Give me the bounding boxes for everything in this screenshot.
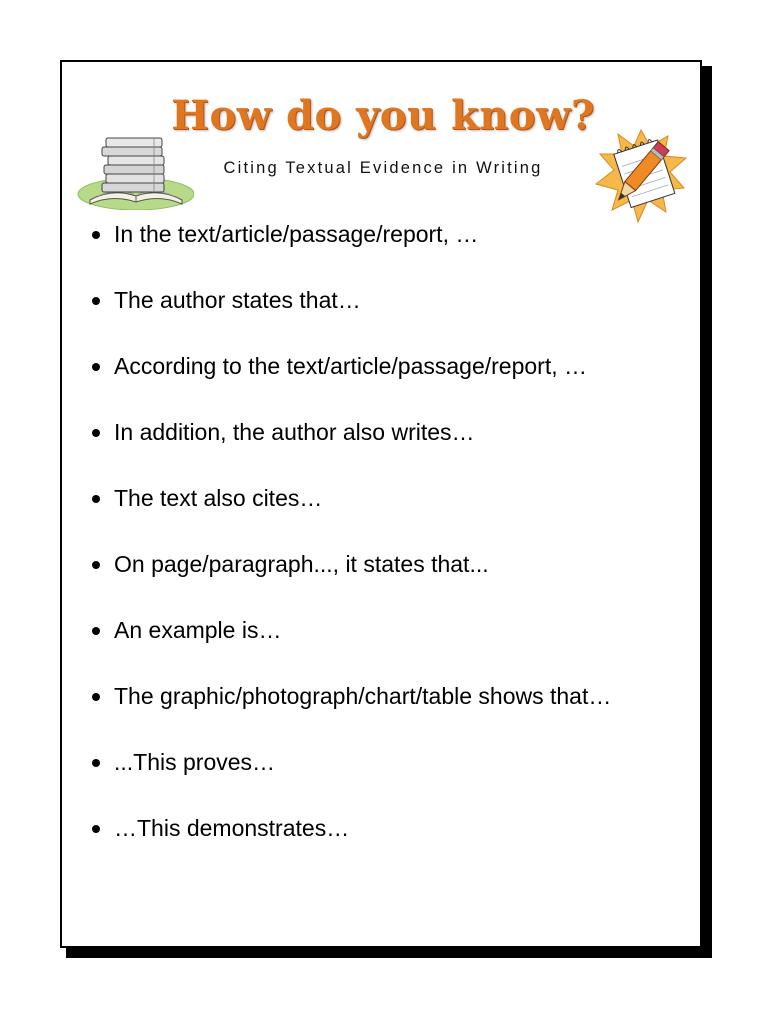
phrase-text: In the text/article/passage/report, … xyxy=(114,221,479,247)
poster-frame xyxy=(60,60,702,948)
list-item xyxy=(90,614,690,647)
phrase-text: The author states that… xyxy=(114,287,361,313)
pencil-notepad-icon xyxy=(592,128,690,224)
list-item xyxy=(90,416,690,449)
list-item xyxy=(90,218,690,251)
phrase-text: ...This proves… xyxy=(114,749,276,775)
list-item xyxy=(90,548,690,581)
list-item xyxy=(90,746,690,779)
list-item xyxy=(90,350,690,383)
bullet-icon xyxy=(92,363,100,371)
phrase-text: The text also cites… xyxy=(114,485,323,511)
list-item xyxy=(90,482,690,515)
bullet-icon xyxy=(92,825,100,833)
bullet-icon xyxy=(92,231,100,239)
bullet-icon xyxy=(92,627,100,635)
phrase-text: According to the text/article/passage/report, … xyxy=(114,353,588,379)
phrase-text: The graphic/photograph/chart/table shows that… xyxy=(114,683,612,709)
phrase-text: In addition, the author also writes… xyxy=(114,419,475,445)
page-subtitle: Citing Textual Evidence in Writing xyxy=(223,159,543,177)
bullet-icon xyxy=(92,429,100,437)
bullet-icon xyxy=(92,759,100,767)
list-item xyxy=(90,680,690,713)
phrase-list xyxy=(90,218,690,878)
bullet-icon xyxy=(92,495,100,503)
list-item xyxy=(90,284,690,317)
list-item xyxy=(90,812,690,845)
bullet-icon xyxy=(92,561,100,569)
bullet-icon xyxy=(92,693,100,701)
phrase-text: …This demonstrates… xyxy=(114,815,350,841)
phrase-text: On page/paragraph..., it states that... xyxy=(114,551,489,577)
phrase-text: An example is… xyxy=(114,617,282,643)
bullet-icon xyxy=(92,297,100,305)
page-title: How do you know? xyxy=(171,92,595,139)
